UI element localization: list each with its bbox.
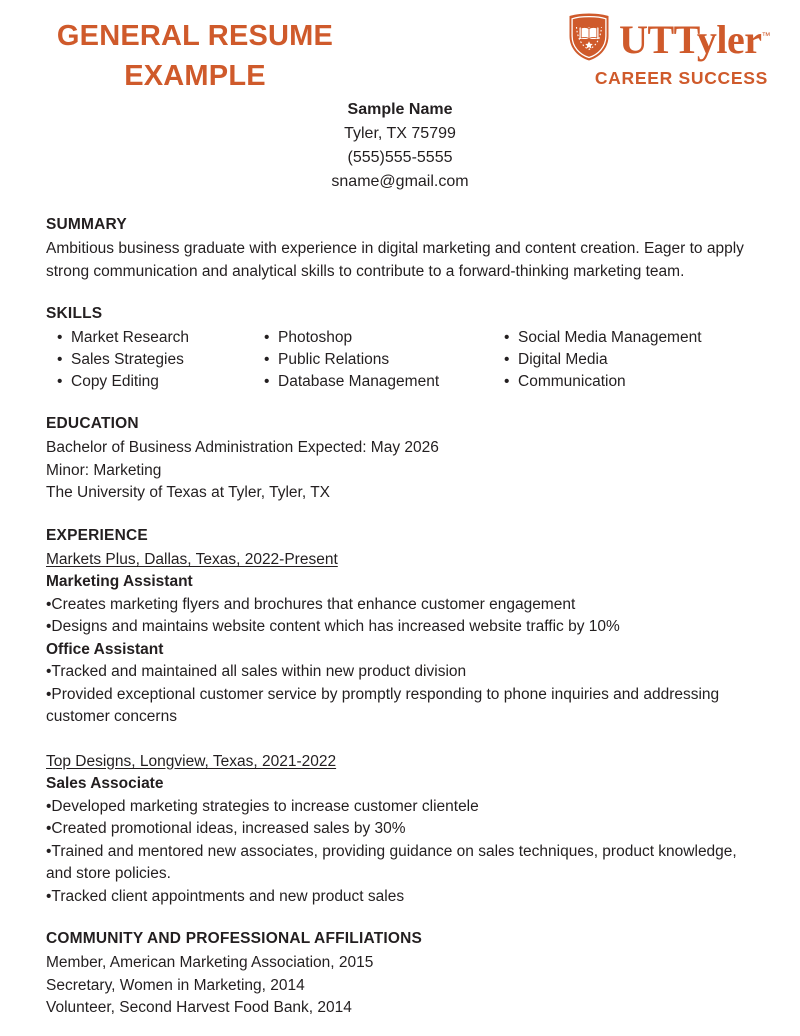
section-affiliations <box>46 930 754 1020</box>
applicant-phone: (555)555-5555 <box>347 149 453 166</box>
contact-block <box>0 98 800 194</box>
skills-heading: SKILLS <box>46 305 103 322</box>
job-bullet: •Tracked client appointments and new product sales <box>46 887 405 905</box>
experience-job <box>46 751 754 909</box>
job-bullet: •Tracked and maintained all sales within new product division <box>46 663 467 680</box>
job-bullet: •Provided exceptional customer service by promptly responding to phone inquiries and addressing customer concerns <box>46 685 720 725</box>
applicant-name: Sample Name <box>347 101 453 118</box>
resume-body <box>0 216 800 1020</box>
education-line: Bachelor of Business Administration Expected: May 2026 <box>46 439 439 456</box>
skills-column-1 <box>46 327 253 393</box>
skill-item: • Database Management <box>253 371 493 393</box>
skill-item: • Communication <box>493 371 702 393</box>
skills-column-3 <box>493 327 702 393</box>
section-skills <box>46 305 754 393</box>
skill-item: • Public Relations <box>253 349 493 371</box>
section-education <box>46 415 754 505</box>
affiliation-line: Member, American Marketing Association, 2015 <box>46 954 374 971</box>
job-bullet: •Created promotional ideas, increased sales by 30% <box>46 820 406 837</box>
skills-columns <box>46 327 754 393</box>
affiliation-line: Volunteer, Second Harvest Food Bank, 2014 <box>46 999 352 1016</box>
skill-item: • Social Media Management <box>493 327 702 349</box>
education-line: Minor: Marketing <box>46 461 162 479</box>
shield-book-emblem-icon <box>567 12 611 67</box>
affiliations-heading: COMMUNITY AND PROFESSIONAL AFFILIATIONS <box>46 930 423 947</box>
education-heading: EDUCATION <box>46 415 139 432</box>
job-bullet: •Creates marketing flyers and brochures that enhance customer engagement <box>46 595 576 613</box>
job-bullet: •Developed marketing strategies to increase customer clientele <box>46 797 479 815</box>
skill-item: • Photoshop <box>253 327 493 349</box>
job-bullet: •Trained and mentored new associates, providing guidance on sales techniques, product knowledge, and store policies. <box>46 842 737 882</box>
job-role-title: Marketing Assistant <box>46 573 193 590</box>
trademark-symbol: ™ <box>761 30 770 41</box>
experience-job <box>46 549 754 729</box>
page-title-line-2: EXAMPLE <box>124 60 266 92</box>
uttyler-wordmark-text: UTTyler <box>619 16 762 62</box>
job-bullet: •Designs and maintains website content which has increased website traffic by 10% <box>46 618 620 635</box>
skill-item: • Copy Editing <box>46 371 253 393</box>
job-role-title: Office Assistant <box>46 640 164 658</box>
experience-heading: EXPERIENCE <box>46 526 148 544</box>
job-organization: Top Designs, Longview, Texas, 2021-2022 <box>46 752 337 770</box>
logo-tagline: CAREER SUCCESS <box>594 68 768 88</box>
skill-item: • Digital Media <box>493 349 702 371</box>
uttyler-career-success-logo <box>567 12 770 89</box>
section-experience <box>46 527 754 909</box>
summary-text: Ambitious business graduate with experience in digital marketing and content creation. Eager to apply strong communication and analytical skills to contribute to a forward-thinking marketing team. <box>46 240 744 280</box>
document-header <box>0 0 800 96</box>
job-organization: Markets Plus, Dallas, Texas, 2022-Present <box>46 550 338 568</box>
affiliation-line: Secretary, Women in Marketing, 2014 <box>46 976 305 994</box>
page-title-line-1: GENERAL RESUME <box>56 20 334 52</box>
education-line: The University of Texas at Tyler, Tyler, TX <box>46 484 331 501</box>
applicant-email: sname@gmail.com <box>331 173 469 190</box>
section-summary <box>46 216 754 283</box>
job-role-title: Sales Associate <box>46 775 164 792</box>
uttyler-wordmark <box>619 16 770 62</box>
skill-item: • Market Research <box>46 327 253 349</box>
skill-item: • Sales Strategies <box>46 349 253 371</box>
applicant-location: Tyler, TX 75799 <box>344 125 456 142</box>
logo-top-row <box>567 12 770 67</box>
page-title <box>30 16 360 96</box>
skills-column-2 <box>253 327 493 393</box>
summary-heading: SUMMARY <box>46 216 127 233</box>
